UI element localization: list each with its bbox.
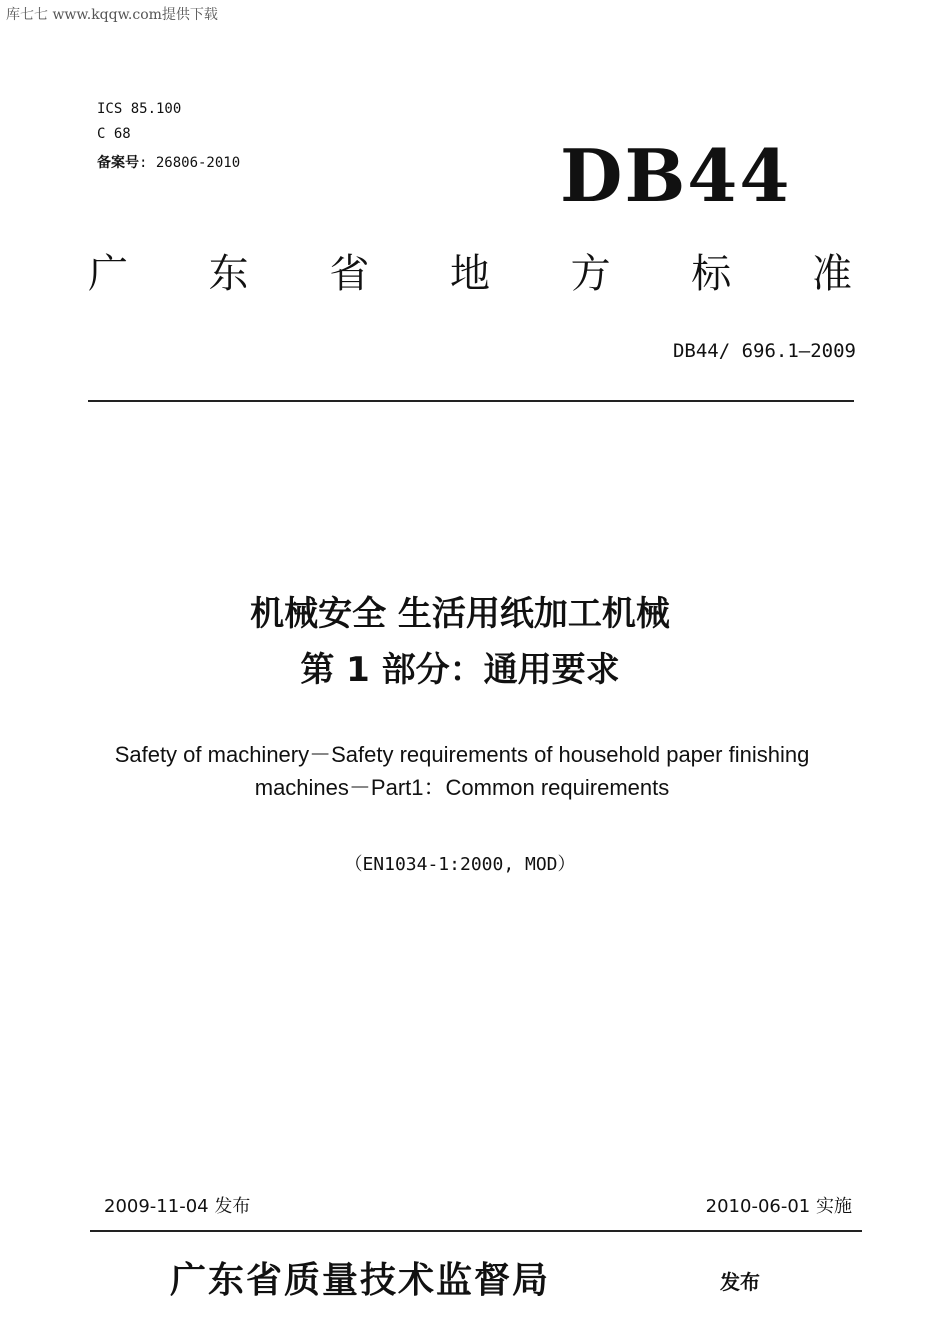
publish-label: 发布: [214, 1196, 251, 1217]
record-label: 备案号: [97, 155, 139, 171]
ics-code: ICS 85.100: [97, 101, 182, 117]
title-cn-line2: 第 1 部分：通用要求: [300, 650, 620, 690]
standard-type-char: 广: [88, 251, 128, 297]
adoption-note: （EN1034-1:2000, MOD）: [344, 854, 576, 875]
record-colon: :: [139, 155, 156, 171]
db-code-logo: DB44: [560, 133, 792, 218]
record-number: 26806-2010: [155, 155, 241, 171]
issuer-name: 广东省质量技术监督局: [170, 1259, 551, 1301]
title-en-line2: machines－Part1：Common requirements: [254, 775, 670, 800]
record-number-line: [97, 152, 240, 172]
issuer-suffix: 发布: [720, 1270, 760, 1294]
ccs-code: C 68: [97, 126, 131, 142]
standard-type-char: 省: [329, 251, 370, 297]
publish-date: 2009-11-04: [104, 1196, 209, 1217]
footer-divider: [90, 1230, 862, 1232]
standard-number: DB44/ 696.1—2009: [672, 340, 856, 362]
standard-type-char: 准: [811, 251, 852, 297]
standard-type-char: 标: [691, 251, 732, 297]
title-cn-line1: 机械安全 生活用纸加工机械: [250, 594, 670, 634]
watermark-text: 库七七 www.kqqw.com提供下载: [6, 7, 218, 23]
standard-type-char: 东: [208, 251, 249, 297]
publish-date-line: [104, 1192, 250, 1218]
implement-label: 实施: [816, 1196, 852, 1217]
standard-type-title: [88, 248, 852, 300]
standard-type-char: 方: [570, 251, 611, 297]
title-en-line1: Safety of machinery－Safety requirements of household paper finishing: [114, 742, 810, 767]
implement-date: 2010-06-01: [705, 1196, 811, 1217]
standard-type-char: 地: [449, 251, 490, 297]
implement-date-line: [706, 1192, 852, 1218]
header-divider: [88, 400, 854, 402]
